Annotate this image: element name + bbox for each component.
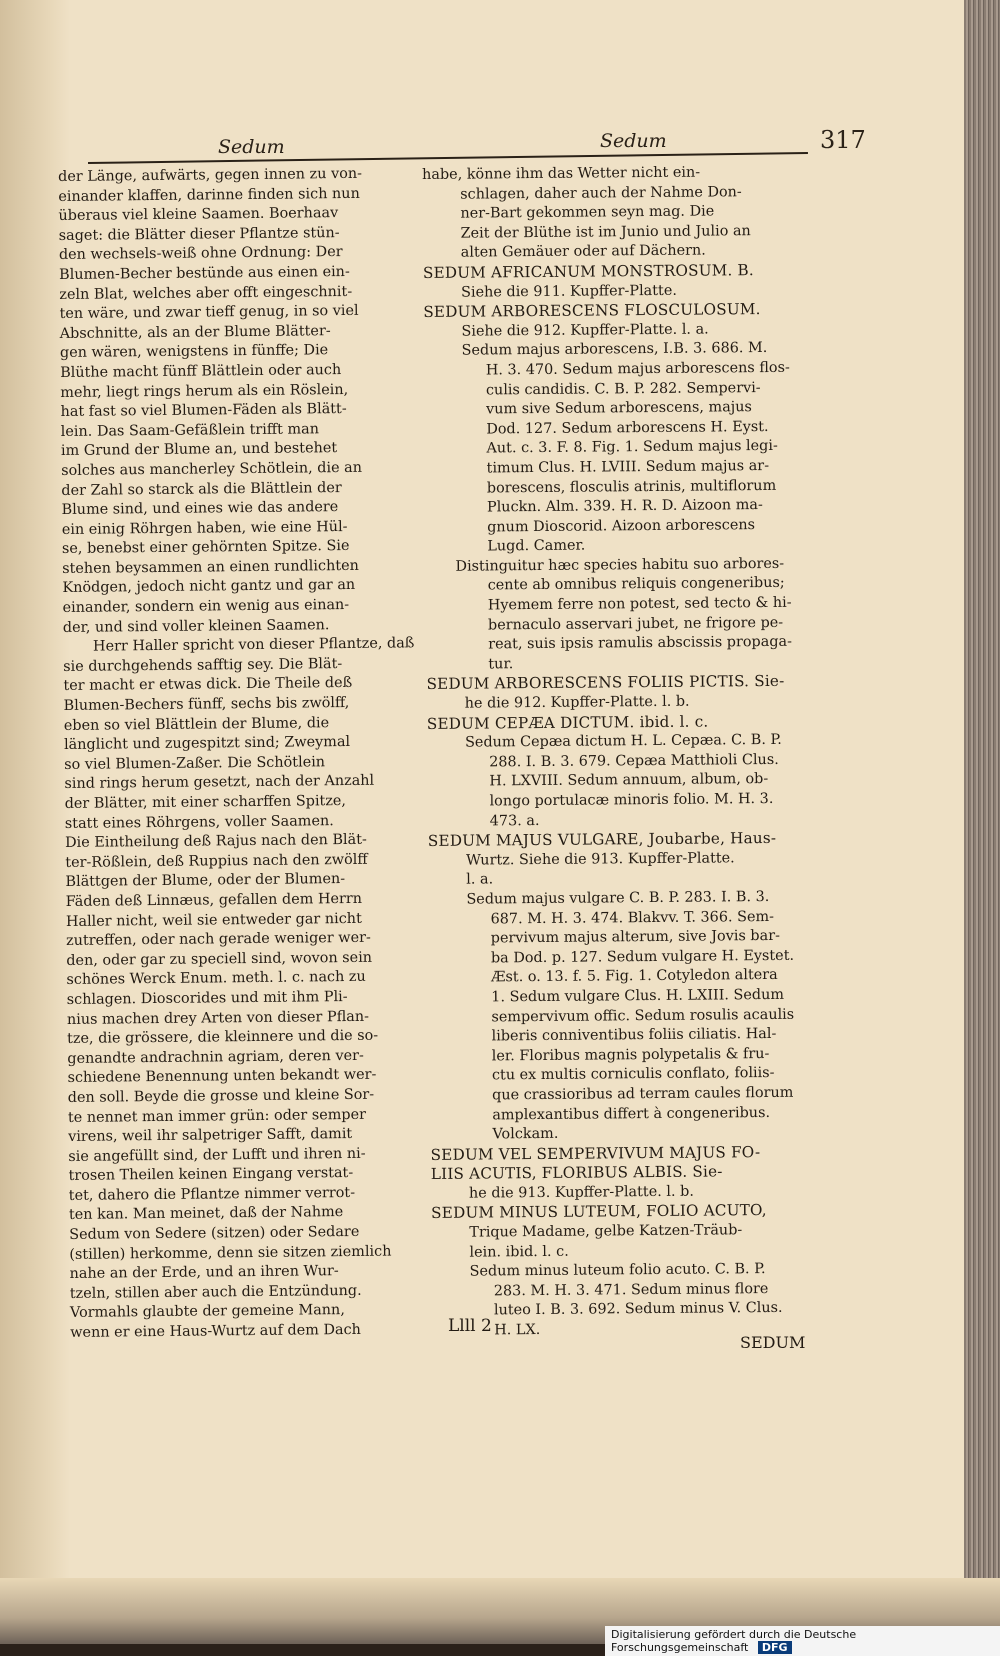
text-line: Blättgen der Blume, oder der Blumen- xyxy=(65,871,346,891)
text-line: Trique Madame, gelbe Katzen-Träub- xyxy=(469,1222,743,1241)
text-line: habe, könne ihm das Wetter nicht ein- xyxy=(422,164,701,183)
text-line: vum sive Sedum arborescens, majus xyxy=(486,399,752,418)
text-line: ba Dod. p. 127. Sedum vulgare H. Eystet. xyxy=(490,947,795,967)
text-line: Aut. c. 3. F. 8. Fig. 1. Sedum majus legi- xyxy=(486,438,778,457)
text-line: H. LX. xyxy=(494,1322,541,1339)
text-line: l. a. xyxy=(466,871,494,889)
text-line: den soll. Beyde die grosse und kleine Sor- xyxy=(67,1086,375,1106)
text-line: tze, die grössere, die kleinnere und die so- xyxy=(67,1027,379,1048)
running-head-left: Sedum xyxy=(218,136,285,158)
text-line: amplexantibus differt à congeneribus. xyxy=(492,1104,771,1123)
text-line: wenn er eine Haus-Wurtz auf dem Dach xyxy=(70,1321,361,1341)
text-line: 687. M. H. 3. 474. Blakvv. T. 366. Sem- xyxy=(490,908,775,927)
text-line: Sedum minus luteum folio acuto. C. B. P. xyxy=(469,1261,766,1280)
text-line: einander klaffen, darinne finden sich nun xyxy=(58,185,360,205)
text-line: tzeln, stillen aber auch die Entzündung. xyxy=(69,1282,362,1302)
text-line: luteo I. B. 3. 692. Sedum minus V. Clus. xyxy=(493,1300,783,1319)
text-line: Sedum majus vulgare C. B. P. 283. I. B. 3. xyxy=(466,888,770,908)
header-rule xyxy=(88,152,808,164)
text-line: saget: die Blätter dieser Pflantze stün- xyxy=(58,224,340,244)
text-line: Haller nicht, weil sie entweder gar nicht xyxy=(65,910,362,930)
text-line: Zeit der Blüthe ist im Junio und Julio an xyxy=(460,222,751,242)
text-line: bernaculo asservari jubet, ne frigore pe- xyxy=(487,614,784,634)
text-line: reat, suis ipsis ramulis abscissis propaga- xyxy=(488,634,793,653)
text-line: Lugd. Camer. xyxy=(487,537,586,555)
text-line: Blumen-Bechers fünff, sechs bis zwölff, xyxy=(63,695,350,715)
text-line: 288. I. B. 3. 679. Cepæa Matthioli Clus. xyxy=(489,751,779,771)
text-line: nius machen drey Arten von dieser Pflan- xyxy=(66,1008,370,1028)
text-line: Sedum majus arborescens, I.B. 3. 686. M. xyxy=(461,340,768,360)
text-line: länglicht und zugespitzt sind; Zweymal xyxy=(63,734,351,754)
text-line: cente ab omnibus reliquis congeneribus; xyxy=(487,575,785,594)
text-line: der, und sind voller kleinen Saamen. xyxy=(62,616,330,636)
text-line: sempervivum offic. Sedum rosulis acaulis xyxy=(491,1006,795,1025)
text-line: tur. xyxy=(488,656,514,673)
text-line: sind rings herum gesetzt, nach der Anzahl xyxy=(64,773,375,793)
text-line: liberis conniventibus foliis ciliatis. Hal- xyxy=(491,1026,777,1045)
text-line: he die 912. Kupffer-Platte. l. b. xyxy=(464,693,690,712)
text-line: ein einig Röhrgen haben, wie eine Hül- xyxy=(61,518,348,538)
text-line: so viel Blumen-Zaßer. Die Schötlein xyxy=(64,754,326,773)
text-line: stehen beysammen an einen rundlichten xyxy=(62,557,359,577)
text-line: ctu ex multis corniculis conflato, foliis- xyxy=(491,1065,775,1084)
text-line: que crassioribus ad terram caules florum xyxy=(492,1084,794,1104)
text-line: schlagen. Dioscorides und mit ihm Pli- xyxy=(66,988,348,1008)
text-line: Dod. 127. Sedum arborescens H. Eyst. xyxy=(486,418,769,438)
text-line: 473. a. xyxy=(489,812,540,830)
signature-mark: Llll 2 xyxy=(448,1316,492,1336)
text-line: Die Eintheilung deß Rajus nach den Blät- xyxy=(64,831,367,852)
right-text-column xyxy=(422,163,817,1342)
text-line: Blüthe macht fünff Blättlein oder auch xyxy=(60,361,342,381)
text-line: nahe an der Erde, und an ihren Wur- xyxy=(69,1263,339,1283)
text-line: schönes Werck Enum. meth. l. c. nach zu xyxy=(66,969,366,989)
text-line: SEDUM MAJUS VULGARE, Joubarbe, Haus- xyxy=(427,829,777,851)
text-line: timum Clus. H. LVIII. Sedum majus ar- xyxy=(486,457,770,477)
text-line: Blumen-Becher bestünde aus einen ein- xyxy=(59,263,350,283)
left-text-column xyxy=(58,164,430,1343)
text-line: Vormahls glaubte der gemeine Mann, xyxy=(69,1302,345,1322)
text-line: lein. Das Saam-Gefäßlein trifft man xyxy=(60,421,320,440)
text-line: lein. ibid. l. c. xyxy=(469,1243,569,1261)
text-line: 1. Sedum vulgare Clus. H. LXIII. Sedum xyxy=(491,986,785,1006)
digitization-footer xyxy=(605,1626,1000,1656)
text-line: sie angefüllt sind, der Lufft und ihren ni- xyxy=(68,1145,366,1165)
text-line: SEDUM CEPÆA DICTUM. ibid. l. c. xyxy=(426,712,709,733)
text-line: Sedum von Sedere (sitzen) oder Sedare xyxy=(69,1223,360,1244)
text-line: eben so viel Blättlein der Blume, die xyxy=(63,714,330,734)
text-line: Fäden deß Linnæus, gefallen dem Herrn xyxy=(65,890,363,910)
text-line: der Länge, aufwärts, gegen innen zu von- xyxy=(58,165,363,185)
text-line: einander, sondern ein wenig aus einan- xyxy=(62,597,350,617)
text-line: Volckam. xyxy=(492,1125,559,1143)
text-line: schlagen, daher auch der Nahme Don- xyxy=(460,183,742,203)
running-head-center: Sedum xyxy=(600,130,667,152)
text-line: longo portulacæ minoris folio. M. H. 3. xyxy=(489,790,774,810)
text-line: Herr Haller spricht von dieser Pflantze, daß xyxy=(92,635,415,655)
text-line: Distinguitur hæc species habitu suo arbores- xyxy=(455,555,785,575)
text-line: den wechsels-weiß ohne Ordnung: Der xyxy=(58,244,343,264)
text-line: borescens, flosculis atrinis, multiflorum xyxy=(486,477,777,496)
text-line: he die 913. Kupffer-Platte. l. b. xyxy=(468,1183,694,1202)
text-line: SEDUM ARBORESCENS FLOSCULOSUM. xyxy=(423,300,761,322)
text-line: LIIS ACUTIS, FLORIBUS ALBIS. Sie- xyxy=(430,1162,723,1184)
text-line: solches aus mancherley Schötlein, die an xyxy=(61,459,363,479)
footer-text: Digitalisierung gefördert durch die Deutsche Forschungsgemeinschaft xyxy=(611,1628,857,1654)
page-number: 317 xyxy=(820,126,866,154)
text-line: ten kan. Man meinet, daß der Nahme xyxy=(68,1204,344,1224)
text-line: statt eines Röhrgens, voller Saamen. xyxy=(64,812,334,832)
text-line: tet, dahero die Pflantze nimmer verrot- xyxy=(68,1184,356,1204)
text-line: gen wären, wenigstens in fünffe; Die xyxy=(59,342,329,362)
text-line: trosen Theilen keinen Eingang verstat- xyxy=(68,1165,354,1185)
text-line: alten Gemäuer oder auf Dächern. xyxy=(460,242,706,262)
text-line: Pluckn. Alm. 339. H. R. D. Aizoon ma- xyxy=(486,497,763,516)
text-line: SEDUM ARBORESCENS FOLIIS PICTIS. Sie- xyxy=(426,672,785,694)
text-line: ten wäre, und zwar tieff genug, in so viel xyxy=(59,303,359,323)
text-line: Blume sind, und eines wie das andere xyxy=(61,499,339,519)
text-line: SEDUM MINUS LUTEUM, FOLIO ACUTO, xyxy=(431,1201,767,1223)
text-line: 283. M. H. 3. 471. Sedum minus flore xyxy=(493,1280,769,1300)
text-line: SEDUM AFRICANUM MONSTROSUM. B. xyxy=(422,261,754,282)
text-line: schiedene Benennung unten bekandt wer- xyxy=(67,1067,377,1087)
text-line: genandte andrachnin agriam, deren ver- xyxy=(67,1047,364,1067)
text-line: Knödgen, jedoch nicht gantz und gar an xyxy=(62,577,356,597)
text-line: se, benebst einer gehörnten Spitze. Sie xyxy=(61,538,350,558)
text-line: Sedum Cepæa dictum H. L. Cepæa. C. B. P. xyxy=(464,732,782,751)
text-line: gnum Dioscorid. Aizoon arborescens xyxy=(487,516,756,536)
text-line: pervivum majus alterum, sive Jovis bar- xyxy=(490,928,780,947)
text-line: im Grund der Blume an, und bestehet xyxy=(60,440,338,460)
text-line: ler. Floribus magnis polypetalis & fru- xyxy=(491,1045,770,1065)
catchword: SEDUM xyxy=(740,1333,806,1352)
text-line: zutreffen, oder nach gerade weniger wer- xyxy=(66,929,371,950)
text-line: SEDUM VEL SEMPERVIVUM MAJUS FO- xyxy=(430,1142,761,1164)
text-line: Wurtz. Siehe die 913. Kupffer-Platte. xyxy=(465,850,735,869)
text-line: ter macht er etwas dick. Die Theile deß xyxy=(63,675,353,695)
text-line: Hyemem ferre non potest, sed tecto & hi- xyxy=(487,594,792,614)
text-line: ner-Bart gekommen seyn mag. Die xyxy=(460,203,715,222)
text-line: Siehe die 911. Kupffer-Platte. xyxy=(461,282,677,301)
page-fore-edge xyxy=(964,0,1000,1644)
text-line: culis candidis. C. B. P. 282. Sempervi- xyxy=(485,379,761,398)
text-line: den, oder gar zu speciell sind, wovon sein xyxy=(66,949,373,969)
text-line: virens, weil ihr salpetriger Safft, damit xyxy=(68,1126,353,1146)
text-line: (stillen) herkomme, denn sie sitzen ziemlich xyxy=(69,1243,392,1263)
text-line: überaus viel kleine Saamen. Boerhaav xyxy=(58,205,339,225)
text-line: sie durchgehends safftig sey. Die Blät- xyxy=(63,655,343,675)
text-line: te nennet man immer grün: oder semper xyxy=(67,1106,367,1126)
text-line: Abschnitte, als an der Blume Blätter- xyxy=(59,322,331,342)
text-line: Æst. o. 13. f. 5. Fig. 1. Cotyledon altera xyxy=(491,967,778,986)
text-line: H. LXVIII. Sedum annuum, album, ob- xyxy=(489,771,769,790)
text-line: hat fast so viel Blumen-Fäden als Blätt- xyxy=(60,401,347,421)
text-line: ter-Rößlein, deß Ruppius nach den zwölff xyxy=(65,851,368,871)
text-line: zeln Blat, welches aber offt eingeschnit- xyxy=(59,283,353,303)
text-line: H. 3. 470. Sedum majus arborescens flos- xyxy=(485,359,790,379)
text-line: Siehe die 912. Kupffer-Platte. l. a. xyxy=(461,321,709,340)
dfg-logo: DFG xyxy=(758,1641,792,1654)
text-line: der Blätter, mit einer scharffen Spitze, xyxy=(64,793,347,812)
text-line: der Zahl so starck als die Blättlein der xyxy=(61,479,342,499)
text-line: mehr, liegt rings herum als ein Röslein, xyxy=(60,381,349,401)
